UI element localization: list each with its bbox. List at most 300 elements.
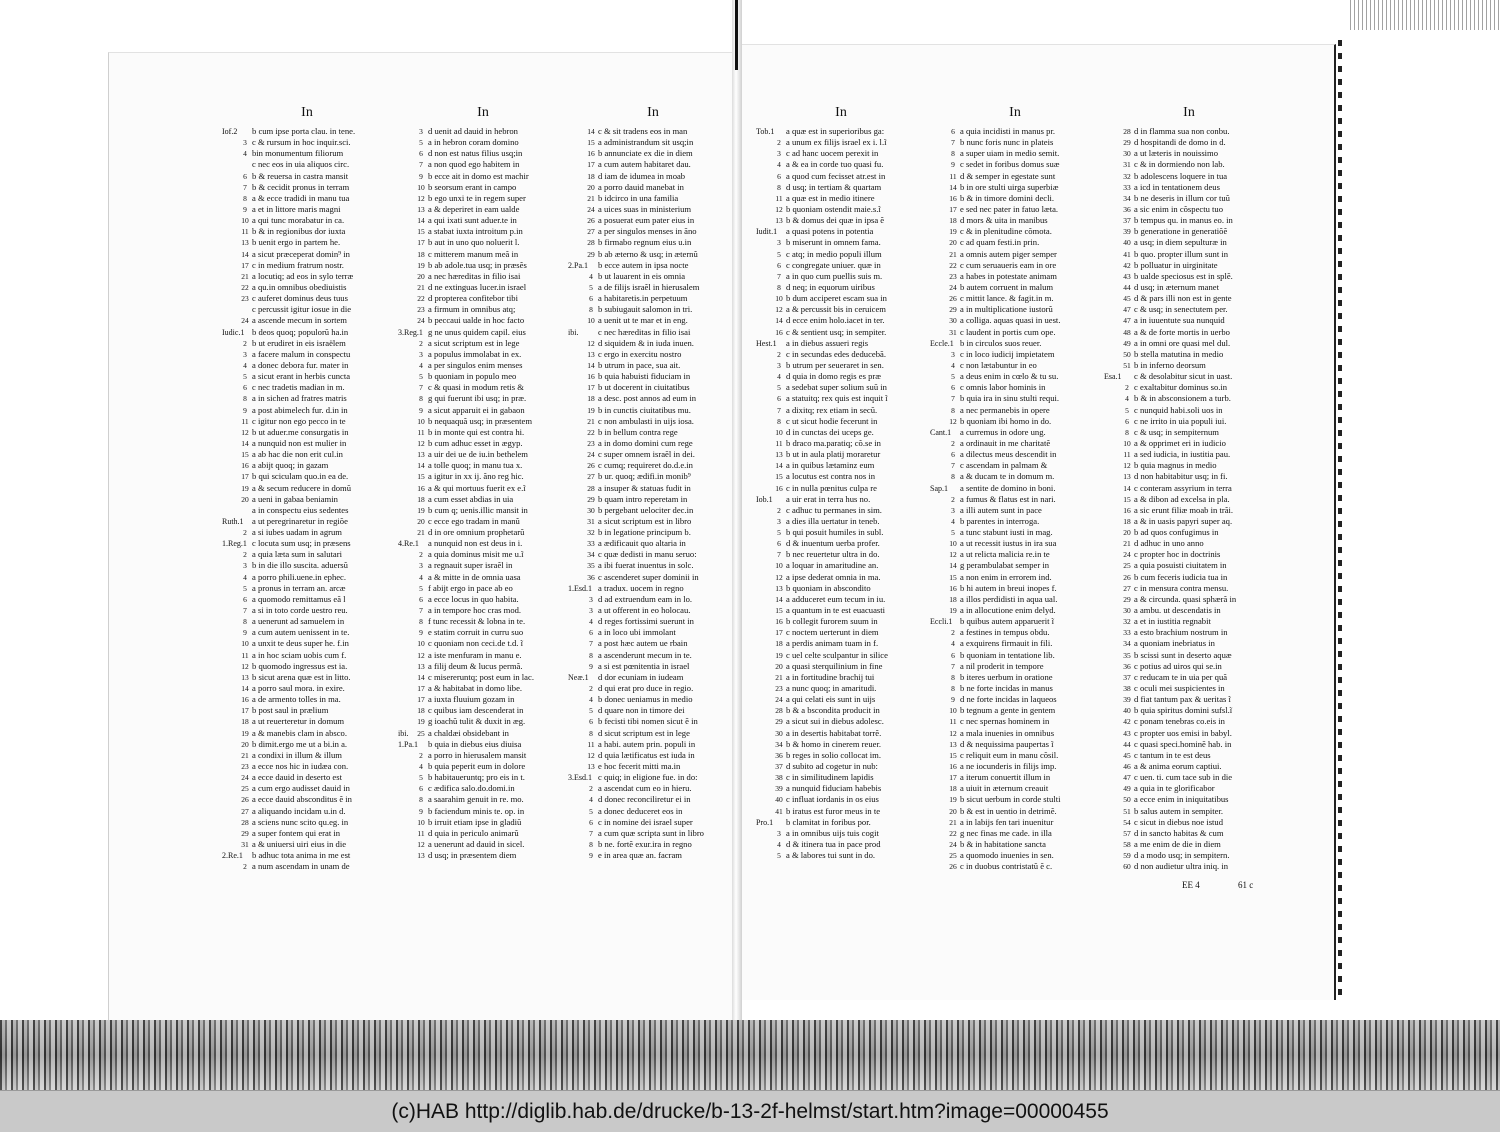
index-entry [222,761,392,772]
entry-text: c sicut in diebus noe istud [1134,816,1224,827]
chapter-number: 13 [417,661,425,671]
chapter-number: 11 [949,717,957,727]
chapter-number: 15 [949,750,957,760]
entry-text: b in bellum contra rege [598,426,678,437]
entry-text: c cumq; requireret do.d.e.in [598,460,693,471]
index-entry [756,226,926,237]
index-entry [568,148,738,159]
chapter-number: 22 [417,294,425,304]
entry-text: b in circulos suos reuer. [960,337,1042,348]
book-reference: Cant.1 [930,427,952,437]
entry-text: a porro dauid manebat in [598,181,684,192]
index-entry [222,148,392,159]
chapter-number: 30 [1123,149,1131,159]
entry-text: a populus immolabat in ex. [428,348,522,359]
chapter-number: 37 [1123,216,1131,226]
entry-text: b quomodo ingressus est ia. [252,660,348,671]
chapter-number: 3 [777,149,781,159]
chapter-number: 27 [241,806,249,816]
index-entry [1104,427,1274,438]
index-entry [930,293,1100,304]
entry-text: b & cecidit pronus in terram [252,181,350,192]
index-entry [398,605,568,616]
index-entry [222,427,392,438]
entry-text: c & quasi in modum retis & [428,382,524,393]
index-entry [1104,215,1274,226]
index-entry [1104,683,1274,694]
index-entry [398,271,568,282]
chapter-number: 8 [951,672,955,682]
entry-text: a per singulos menses in ãno [598,226,697,237]
chapter-number: 8 [419,617,423,627]
index-entry [756,338,926,349]
index-entry [568,828,738,839]
chapter-number: 6 [243,594,247,604]
chapter-number: 14 [587,360,595,370]
index-entry [1104,560,1274,571]
chapter-number: 23 [241,294,249,304]
entry-text: b adolescens loquere in tua [1134,170,1228,181]
chapter-number: 8 [951,405,955,415]
index-entry [568,650,738,661]
entry-text: a desc. post annos ad eum in [598,393,697,404]
index-entry [568,505,738,516]
chapter-number: 30 [775,728,783,738]
entry-text: a ut relicta malicia re.in te [960,549,1050,560]
index-entry [222,839,392,850]
chapter-number: 12 [241,661,249,671]
entry-text: d non habitabitur usq; in fi. [1134,471,1228,482]
index-entry [1104,148,1274,159]
index-entry [756,783,926,794]
chapter-number: 7 [951,661,955,671]
index-entry [1104,594,1274,605]
index-entry [222,683,392,694]
chapter-number: 7 [589,828,593,838]
index-entry [222,438,392,449]
index-entry [398,560,568,571]
index-entry [1104,260,1274,271]
entry-text: d reges fortissimi suerunt in [598,616,694,627]
entry-text: a quomodo remittamus eã l [252,593,346,604]
index-entry [222,226,392,237]
index-entry [930,483,1100,494]
chapter-number: 2 [243,550,247,560]
entry-text: b ne deseris in illum cor tuũ [1134,192,1230,203]
index-entry [930,505,1100,516]
index-entry [568,772,738,783]
chapter-number: 12 [587,750,595,760]
index-entry [398,282,568,293]
index-entry [568,516,738,527]
chapter-number: 17 [241,472,249,482]
chapter-number: 19 [587,405,595,415]
chapter-number: 4 [243,572,247,582]
entry-text: c ponam tenebras co.eis in [1134,716,1225,727]
chapter-number: 23 [775,684,783,694]
entry-text: g perambulabat semper in [960,560,1050,571]
index-entry [398,471,568,482]
index-entry [930,861,1100,872]
index-entry [1104,850,1274,861]
entry-text: b post saul in prælium [252,705,329,716]
entry-text: a ecce nos hic in iudæa con. [252,761,349,772]
index-entry [222,739,392,750]
entry-text: d usq; in tertiam & quartam [786,181,882,192]
chapter-number: 2 [589,684,593,694]
index-entry [930,761,1100,772]
entry-text: a habitaretis.in perpetuum [598,293,688,304]
entry-text: a & circunda. quasi sphærã in [1134,593,1237,604]
entry-text: b adhuc tota anima in me est [252,850,351,861]
entry-text: b draco ma.paratiq; cõ.se in [786,437,881,448]
chapter-number: 26 [949,294,957,304]
entry-text: b tegnum a gente in gentem [960,705,1056,716]
entry-text: a super fontem qui erat in [252,827,341,838]
chapter-number: 7 [951,138,955,148]
entry-text: c mitterem manum meã in [428,248,519,259]
index-entry [930,260,1100,271]
entry-text: a quæ est in medio itinere [786,192,875,203]
index-entry [568,382,738,393]
index-entry [568,616,738,627]
book-reference: Neæ.1 [568,672,589,682]
index-entry [756,794,926,805]
entry-text: a sicut scriptum est in lege [428,337,520,348]
index-entry [568,783,738,794]
index-entry [930,304,1100,315]
chapter-number: 47 [1123,305,1131,315]
chapter-number: 12 [1123,461,1131,471]
entry-text: d & pars illi non est in gente [1134,293,1232,304]
entry-text: a in omnibus uijs tuis cogit [786,827,879,838]
entry-text: d dor ecuniam in iudeam [598,671,684,682]
entry-text: a facere malum in conspectu [252,348,351,359]
index-entry [930,594,1100,605]
entry-text: a dilectus meus descendit in [960,449,1057,460]
entry-text: b quo. propter illum sunt in [1134,248,1229,259]
entry-text: g qui fuerunt ibi usq; in præ. [428,393,527,404]
chapter-number: 7 [777,405,781,415]
entry-text: b & est in uentio in detrimẽ. [960,805,1057,816]
index-entry [1104,527,1274,538]
index-column-4 [756,105,926,861]
chapter-number: 6 [589,628,593,638]
index-entry [1104,193,1274,204]
entry-list [756,126,926,861]
entry-text: a donec deduceret eos in [598,805,683,816]
index-entry [222,861,392,872]
chapter-number: 13 [775,583,783,593]
chapter-number: 7 [777,271,781,281]
entry-text: d & itinera tua in pace prod [786,839,881,849]
index-entry [568,560,738,571]
chapter-number: 38 [1123,684,1131,694]
entry-text: a uiuit in æternum creauit [960,783,1049,794]
entry-text: b sicut arena quæ est in litto. [252,671,351,682]
entry-text: a uir dei ue de iu.in bethelem [428,449,528,460]
chapter-number: 8 [777,416,781,426]
chapter-number: 11 [587,739,595,749]
chapter-number: 34 [1123,639,1131,649]
index-entry [222,282,392,293]
index-entry [568,137,738,148]
index-entry [568,327,738,338]
index-entry [930,527,1100,538]
entry-text: c omnis labor hominis in [960,382,1046,393]
entry-text: a ordinauit in me charitatẽ [960,437,1051,448]
index-entry [756,560,926,571]
entry-text: d adhuc in uno anno [1134,538,1204,549]
entry-text: d propterea confitebor tibi [428,293,518,304]
chapter-number: 17 [775,628,783,638]
book-reference: Pro.1 [756,817,774,827]
chapter-number: 17 [241,706,249,716]
entry-text: a loquar in amaritudine an. [786,560,879,571]
chapter-number: 13 [417,204,425,214]
book-reference: 3.Reg.1 [398,327,423,337]
chapter-number: 3 [777,516,781,526]
chapter-number: 6 [777,539,781,549]
entry-text: e hoc fecerit mitti ma.in [598,761,681,772]
index-entry [568,438,738,449]
index-entry [930,705,1100,716]
chapter-number: 15 [775,472,783,482]
chapter-number: 19 [241,728,249,738]
index-entry [930,438,1100,449]
chapter-number: 6 [243,383,247,393]
chapter-number: 34 [775,739,783,749]
index-entry [930,237,1100,248]
chapter-number: 2 [777,138,781,148]
entry-text: d usq; in æternum manet [1134,281,1219,292]
chapter-number: 13 [417,450,425,460]
index-entry [1104,817,1274,828]
index-entry [568,471,738,482]
entry-text: c ut sicut hodie fecerunt in [786,415,878,426]
book-reference: Iof.2 [222,127,238,136]
chapter-number: 51 [1123,360,1131,370]
entry-text: a cum quæ scripta sunt in libro [598,827,704,838]
index-entry [930,794,1100,805]
chapter-number: 21 [417,528,425,538]
entry-text: a in domo domini cum rege [598,437,693,448]
index-entry [398,705,568,716]
entry-text: a cum esset abdias in uia [428,493,514,504]
entry-text: a dies illa uertatur in teneb. [786,515,880,526]
entry-text: d iam de idumea in moab [598,170,686,181]
chapter-number: 5 [777,249,781,259]
entry-text: a & opprimet eri in iudicio [1134,437,1226,448]
entry-text: d non est natus filius usq;in [428,148,523,159]
entry-text: a in hebron coram domino [428,137,519,148]
index-entry [756,549,926,560]
index-entry [930,560,1100,571]
index-entry [568,237,738,248]
entry-text: a quasi potens in potentia [786,226,874,237]
chapter-number: 13 [775,216,783,226]
entry-text: b nec reuertetur ultra in do. [786,549,880,560]
entry-text: b qui sciculam quo.in ea de. [252,471,349,482]
chapter-number: 16 [587,372,595,382]
chapter-number: 9 [419,806,423,816]
entry-text: a per singulos enim menses [428,359,523,370]
entry-text: d & inuentum uerba profer. [786,538,880,549]
index-entry [398,438,568,449]
entry-text: e in area quæ an. facram [598,850,682,861]
index-entry [568,683,738,694]
entry-text: a et in littore maris magni [252,203,341,214]
entry-text: a sicut erant in herbis cuncta [252,371,351,382]
index-entry [930,806,1100,817]
chapter-number: 19 [241,483,249,493]
chapter-number: 40 [1123,706,1131,716]
book-reference: ibi. [398,728,409,738]
entry-text: a in tempore hoc cras mod. [428,605,522,616]
entry-text: d hospitandi de domo in d. [1134,137,1226,148]
chapter-number: 17 [417,684,425,694]
index-entry [568,716,738,727]
index-entry [756,761,926,772]
index-entry [756,672,926,683]
entry-text: d ne forte incidas in laqueos [960,694,1057,705]
index-entry [1104,627,1274,638]
index-entry [756,817,926,828]
index-entry [568,594,738,605]
index-entry [1104,650,1274,661]
index-entry [930,471,1100,482]
entry-text: a sedebat super solium suũ in [786,382,887,393]
index-entry [398,171,568,182]
entry-text: a in multiplicatione iustorũ [960,304,1053,315]
chapter-number: 12 [775,305,783,315]
entry-text: b in ore stulti uirga superbiæ [960,181,1059,192]
index-entry [398,449,568,460]
chapter-number: 10 [775,427,783,437]
chapter-number: 20 [949,806,957,816]
entry-text: c percussit igitur iosue in die [252,304,352,315]
index-entry [1104,327,1274,338]
chapter-number: 5 [777,383,781,393]
chapter-number: 21 [949,817,957,827]
index-entry [930,126,1100,137]
chapter-number: 14 [775,316,783,326]
chapter-number: 17 [949,204,957,214]
chapter-number: 19 [949,795,957,805]
entry-text: a fumus & flatus est in nari. [960,493,1056,504]
entry-text: b in legatione principum b. [598,527,691,538]
index-entry [930,828,1100,839]
index-entry [930,137,1100,148]
entry-text: a sicut scriptum est in libro [598,515,692,526]
entry-text: a in diebus assueri regis [786,337,869,348]
chapter-number: 16 [949,583,957,593]
chapter-number: 11 [417,427,425,437]
index-entry [756,360,926,371]
chapter-number: 12 [241,427,249,437]
entry-text: a iterum conuertit illum in [960,772,1051,783]
entry-text: a & percussit bis in ceruicem [786,304,886,315]
entry-text: a & mitte in de omnia uasa [428,571,521,582]
entry-text: b deos quoq; populorũ ha.in [252,326,349,337]
entry-text: a habes in potestate animam [960,270,1057,281]
entry-text: c mittit lance. & fagit.in m. [960,293,1054,304]
chapter-number: 6 [777,260,781,270]
chapter-number: 7 [419,383,423,393]
index-entry [222,616,392,627]
chapter-number: 20 [587,182,595,192]
chapter-number: 8 [243,193,247,203]
index-entry [1104,583,1274,594]
entry-text: c in duobus contristatũ ẽ c. [960,861,1053,872]
chapter-number: 28 [241,817,249,827]
chapter-number: 39 [1123,227,1131,237]
index-entry [568,171,738,182]
book-reference: Iob.1 [756,494,773,504]
chapter-number: 19 [417,505,425,515]
chapter-number: 5 [243,372,247,382]
chapter-number: 18 [1123,516,1131,526]
chapter-number: 3 [589,606,593,616]
index-entry [756,638,926,649]
index-entry [756,438,926,449]
entry-text: d subito ad cogetur in nub: [786,761,878,772]
chapter-number: 14 [241,684,249,694]
index-entry [568,182,738,193]
index-entry [398,839,568,850]
index-entry [398,304,568,315]
entry-text: a nunquid fiduciam habebis [786,783,882,794]
chapter-number: 24 [1123,550,1131,560]
entry-text: c quibus iam descenderat in [428,705,524,716]
entry-text: d & semper in egestate sunt [960,170,1056,181]
entry-text: a post abimelech fur. d.in in [252,404,348,415]
entry-text: a regnauit super israẽl in [428,560,513,571]
index-entry [222,449,392,460]
index-entry [756,483,926,494]
index-entry [1104,572,1274,583]
chapter-number: 26 [949,862,957,872]
index-entry [930,672,1100,683]
entry-text: c in similitudinem lapidis [786,772,874,783]
index-entry [568,527,738,538]
entry-text: c nec tradetis madian in m. [252,382,345,393]
index-entry [222,817,392,828]
chapter-number: 6 [777,394,781,404]
index-entry [1104,393,1274,404]
index-entry [398,159,568,170]
entry-text: c super omnem israẽl in dei. [598,449,695,460]
index-entry [398,460,568,471]
chapter-number: 6 [589,294,593,304]
index-entry [756,616,926,627]
index-entry [1104,806,1274,817]
entry-text: c & usq; in sempiternum [1134,426,1219,437]
chapter-number: 34 [1123,193,1131,203]
entry-text: a stabat iuxta introitum p.in [428,226,523,237]
index-entry [222,560,392,571]
index-entry [398,237,568,248]
entry-text: a & qui mortuus fuerit ex e.ĩ [428,482,526,493]
entry-text: b habitaueruntq; pro eis in t. [428,772,525,783]
index-entry [1104,137,1274,148]
index-entry [930,249,1100,260]
index-entry [568,393,738,404]
column-header: In [1009,105,1021,120]
index-entry [1104,638,1274,649]
entry-text: c potius ad uiros qui se.in [1134,660,1222,671]
index-entry [756,572,926,583]
